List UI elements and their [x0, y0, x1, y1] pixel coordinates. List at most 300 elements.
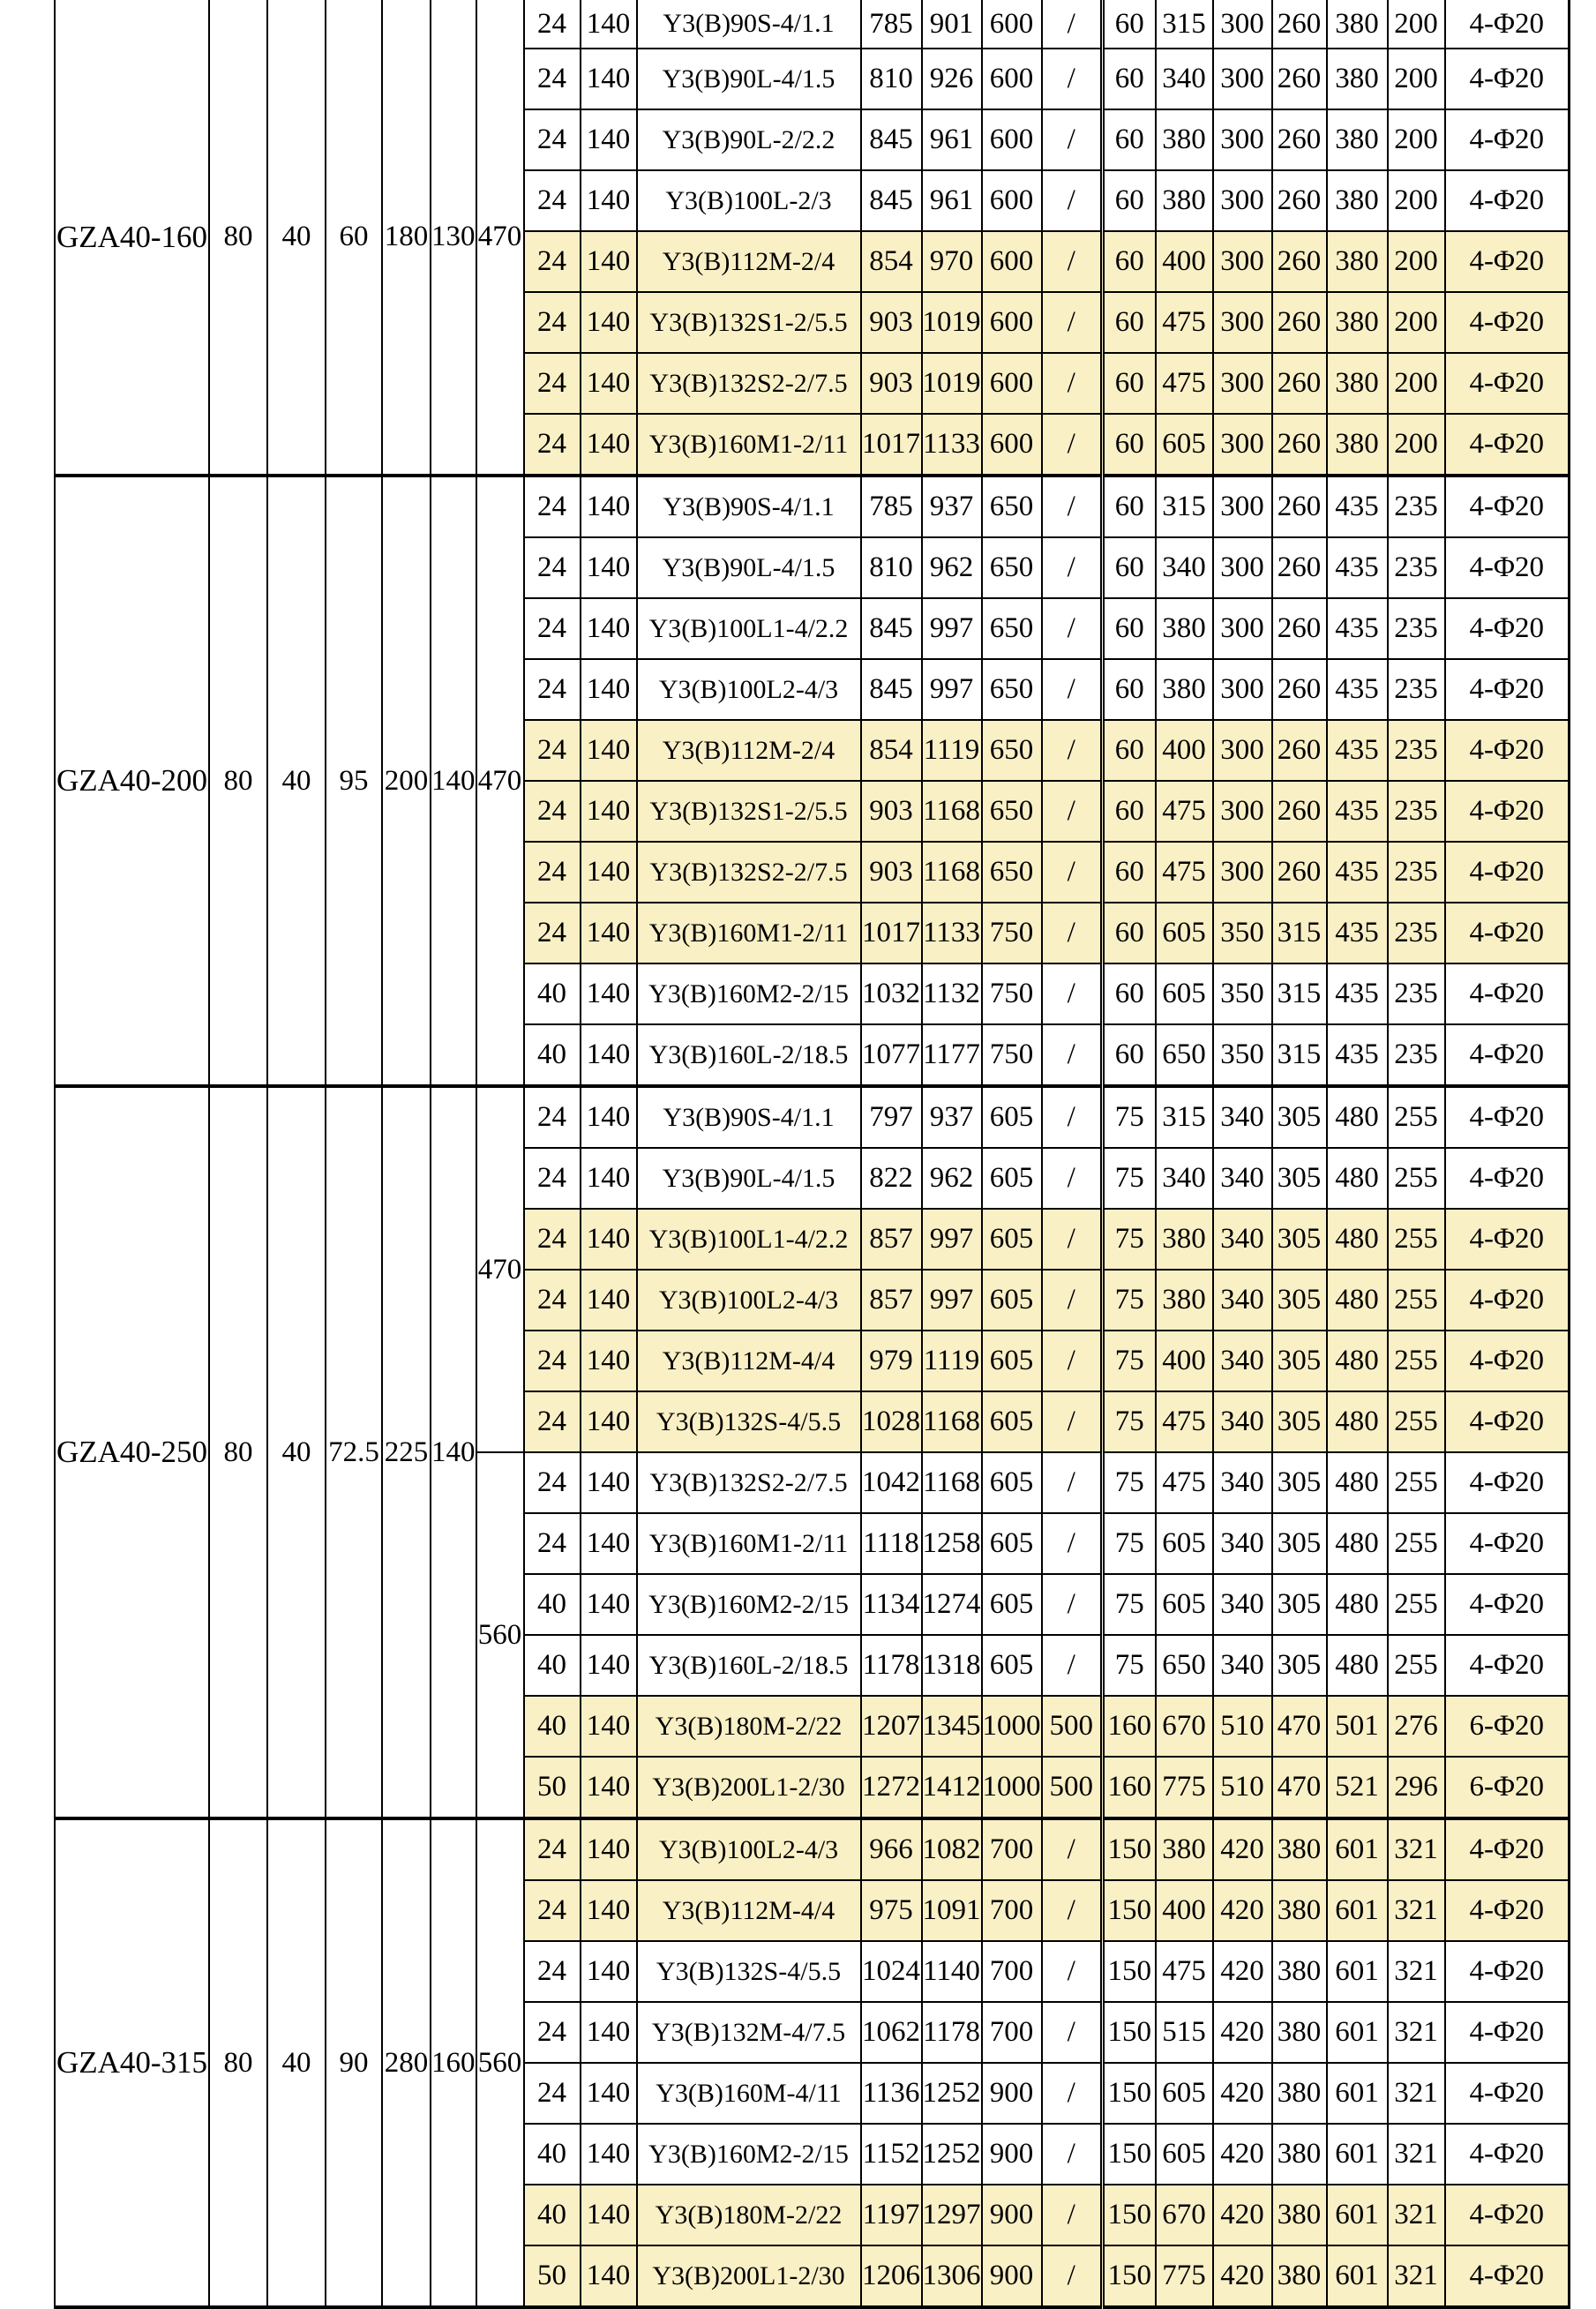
cell-value: 380 — [1272, 2063, 1327, 2124]
cell-series-dimension: 60 — [326, 0, 382, 476]
cell-value: / — [1042, 903, 1103, 963]
cell-motor-model: Y3(B)132S-4/5.5 — [637, 1391, 861, 1452]
cell-value: 1178 — [922, 2002, 982, 2063]
cell-speed: 560 — [476, 1452, 524, 1818]
cell-value: 605 — [1156, 2124, 1213, 2185]
cell-value: 1168 — [922, 1452, 982, 1513]
cell-value: 480 — [1327, 1391, 1388, 1452]
cell-value: 60 — [1103, 781, 1156, 842]
cell-value: 60 — [1103, 598, 1156, 659]
cell-value: 60 — [1103, 1024, 1156, 1086]
cell-value: 140 — [581, 170, 637, 231]
cell-value: 1168 — [922, 781, 982, 842]
cell-value: 1132 — [922, 963, 982, 1024]
cell-value: 24 — [524, 1513, 581, 1574]
cell-value: 700 — [982, 1818, 1042, 1880]
cell-value: 160 — [1103, 1757, 1156, 1818]
cell-value: 1028 — [861, 1391, 922, 1452]
cell-value: 1258 — [922, 1513, 982, 1574]
cell-value: / — [1042, 1086, 1103, 1148]
cell-value: 962 — [922, 537, 982, 598]
cell-value: / — [1042, 1391, 1103, 1452]
cell-value: 854 — [861, 720, 922, 781]
cell-value: 380 — [1272, 2245, 1327, 2307]
cell-value: 380 — [1327, 0, 1388, 49]
cell-value: 255 — [1388, 1574, 1445, 1635]
cell-value: 140 — [581, 2002, 637, 2063]
cell-value: 600 — [982, 292, 1042, 353]
cell-value: 480 — [1327, 1513, 1388, 1574]
cell-value: 140 — [581, 1209, 637, 1270]
cell-value: 937 — [922, 1086, 982, 1148]
cell-series-dimension: 40 — [267, 0, 326, 476]
cell-series-dimension: 140 — [431, 1086, 476, 1818]
cell-value: 300 — [1213, 781, 1272, 842]
cell-series-dimension: 95 — [326, 476, 382, 1086]
cell-value: 903 — [861, 353, 922, 414]
cell-value: 340 — [1213, 1391, 1272, 1452]
cell-value: 822 — [861, 1148, 922, 1209]
cell-value: 605 — [1156, 414, 1213, 476]
cell-value: 200 — [1388, 231, 1445, 292]
cell-value: 75 — [1103, 1452, 1156, 1513]
cell-value: 140 — [581, 842, 637, 903]
cell-value: 340 — [1213, 1635, 1272, 1696]
cell-value: 1082 — [922, 1818, 982, 1880]
cell-value: 4-Φ20 — [1445, 1818, 1570, 1880]
cell-value: 255 — [1388, 1513, 1445, 1574]
cell-value: / — [1042, 1209, 1103, 1270]
cell-value: 75 — [1103, 1270, 1156, 1331]
cell-value: 4-Φ20 — [1445, 2245, 1570, 2307]
cell-value: 845 — [861, 598, 922, 659]
cell-value: 340 — [1156, 1148, 1213, 1209]
cell-value: 140 — [581, 1024, 637, 1086]
cell-value: 150 — [1103, 1880, 1156, 1941]
cell-value: 40 — [524, 2124, 581, 2185]
cell-value: 979 — [861, 1331, 922, 1391]
cell-value: 140 — [581, 2245, 637, 2307]
cell-motor-model: Y3(B)132S2-2/7.5 — [637, 353, 861, 414]
cell-value: 1091 — [922, 1880, 982, 1941]
cell-value: 380 — [1327, 170, 1388, 231]
cell-value: 260 — [1272, 537, 1327, 598]
cell-motor-model: Y3(B)90L-4/1.5 — [637, 49, 861, 109]
cell-value: 750 — [982, 1024, 1042, 1086]
cell-value: 235 — [1388, 659, 1445, 720]
cell-value: 140 — [581, 1513, 637, 1574]
cell-motor-model: Y3(B)132M-4/7.5 — [637, 2002, 861, 2063]
cell-value: 24 — [524, 2063, 581, 2124]
cell-value: 750 — [982, 903, 1042, 963]
cell-value: 4-Φ20 — [1445, 1574, 1570, 1635]
cell-value: / — [1042, 1331, 1103, 1391]
cell-value: 4-Φ20 — [1445, 414, 1570, 476]
cell-value: 315 — [1272, 963, 1327, 1024]
cell-series-dimension: 80 — [209, 476, 267, 1086]
cell-value: 60 — [1103, 292, 1156, 353]
cell-value: 1133 — [922, 414, 982, 476]
cell-value: / — [1042, 1941, 1103, 2002]
cell-value: 321 — [1388, 1941, 1445, 2002]
cell-value: 510 — [1213, 1757, 1272, 1818]
cell-value: 997 — [922, 598, 982, 659]
cell-value: 857 — [861, 1270, 922, 1331]
cell-value: 380 — [1272, 1818, 1327, 1880]
cell-value: 670 — [1156, 2185, 1213, 2245]
cell-value: 75 — [1103, 1635, 1156, 1696]
cell-value: 1297 — [922, 2185, 982, 2245]
cell-value: 60 — [1103, 170, 1156, 231]
cell-value: 4-Φ20 — [1445, 1635, 1570, 1696]
cell-value: 903 — [861, 842, 922, 903]
cell-motor-model: Y3(B)100L1-4/2.2 — [637, 598, 861, 659]
cell-value: 4-Φ20 — [1445, 903, 1570, 963]
cell-motor-model: Y3(B)200L1-2/30 — [637, 1757, 861, 1818]
cell-value: 235 — [1388, 903, 1445, 963]
cell-value: 150 — [1103, 1818, 1156, 1880]
cell-value: 1017 — [861, 903, 922, 963]
cell-value: 255 — [1388, 1148, 1445, 1209]
cell-value: 845 — [861, 659, 922, 720]
cell-motor-model: Y3(B)100L2-4/3 — [637, 1818, 861, 1880]
cell-value: 4-Φ20 — [1445, 1331, 1570, 1391]
cell-value: 600 — [982, 109, 1042, 170]
cell-value: 340 — [1213, 1270, 1272, 1331]
cell-value: 1206 — [861, 2245, 922, 2307]
cell-value: 315 — [1272, 1024, 1327, 1086]
cell-value: 937 — [922, 476, 982, 537]
cell-value: 160 — [1103, 1696, 1156, 1757]
cell-value: / — [1042, 476, 1103, 537]
cell-value: 975 — [861, 1880, 922, 1941]
cell-value: 420 — [1213, 1941, 1272, 2002]
cell-value: 24 — [524, 659, 581, 720]
cell-value: 475 — [1156, 842, 1213, 903]
cell-value: 75 — [1103, 1574, 1156, 1635]
cell-series-dimension: 40 — [267, 476, 326, 1086]
cell-value: 140 — [581, 1086, 637, 1148]
cell-value: 150 — [1103, 2124, 1156, 2185]
cell-value: 380 — [1156, 1270, 1213, 1331]
cell-value: 140 — [581, 353, 637, 414]
cell-value: 305 — [1272, 1513, 1327, 1574]
cell-value: 797 — [861, 1086, 922, 1148]
cell-value: 255 — [1388, 1391, 1445, 1452]
cell-value: 350 — [1213, 903, 1272, 963]
cell-value: 4-Φ20 — [1445, 476, 1570, 537]
cell-series-model: GZA40-250 — [55, 1086, 209, 1818]
cell-value: 605 — [982, 1391, 1042, 1452]
cell-value: 260 — [1272, 49, 1327, 109]
cell-value: 810 — [861, 537, 922, 598]
cell-value: 255 — [1388, 1209, 1445, 1270]
cell-value: 340 — [1213, 1452, 1272, 1513]
cell-value: 300 — [1213, 0, 1272, 49]
cell-value: 926 — [922, 49, 982, 109]
table-row — [0, 1818, 1570, 1880]
cell-value: 140 — [581, 1574, 637, 1635]
cell-value: 235 — [1388, 476, 1445, 537]
cell-value: 140 — [581, 598, 637, 659]
cell-value: 775 — [1156, 2245, 1213, 2307]
cell-value: 24 — [524, 537, 581, 598]
cell-value: 260 — [1272, 781, 1327, 842]
cell-series-model: GZA40-315 — [55, 1818, 209, 2307]
cell-value: 600 — [982, 353, 1042, 414]
cell-value: 1042 — [861, 1452, 922, 1513]
cell-value: 140 — [581, 0, 637, 49]
cell-series-model: GZA40-200 — [55, 476, 209, 1086]
cell-value: 997 — [922, 1270, 982, 1331]
cell-value: 140 — [581, 781, 637, 842]
cell-value: / — [1042, 1270, 1103, 1331]
cell-value: / — [1042, 963, 1103, 1024]
cell-value: 900 — [982, 2063, 1042, 2124]
cell-value: 321 — [1388, 2245, 1445, 2307]
cell-value: 605 — [1156, 903, 1213, 963]
cell-motor-model: Y3(B)100L2-4/3 — [637, 659, 861, 720]
cell-value: / — [1042, 2002, 1103, 2063]
cell-value: 60 — [1103, 49, 1156, 109]
cell-value: 235 — [1388, 842, 1445, 903]
cell-value: 50 — [524, 2245, 581, 2307]
cell-value: 1168 — [922, 842, 982, 903]
cell-value: 150 — [1103, 2185, 1156, 2245]
cell-value: 235 — [1388, 720, 1445, 781]
cell-value: 785 — [861, 0, 922, 49]
cell-value: 305 — [1272, 1331, 1327, 1391]
cell-value: 962 — [922, 1148, 982, 1209]
cell-value: 380 — [1272, 2124, 1327, 2185]
cell-value: 380 — [1327, 292, 1388, 353]
cell-value: 140 — [581, 1818, 637, 1880]
cell-value: 150 — [1103, 1941, 1156, 2002]
cell-value: 480 — [1327, 1148, 1388, 1209]
cell-value: 900 — [982, 2124, 1042, 2185]
cell-value: 380 — [1272, 2002, 1327, 2063]
cell-value: 260 — [1272, 0, 1327, 49]
cell-value: 1168 — [922, 1391, 982, 1452]
cell-value: 601 — [1327, 2063, 1388, 2124]
cell-value: 785 — [861, 476, 922, 537]
cell-value: 605 — [982, 1086, 1042, 1148]
table-row — [0, 476, 1570, 537]
cell-value: 605 — [982, 1574, 1042, 1635]
cell-value: 380 — [1156, 170, 1213, 231]
cell-value: 60 — [1103, 414, 1156, 476]
cell-value: 775 — [1156, 1757, 1213, 1818]
cell-value: 1062 — [861, 2002, 922, 2063]
cell-value: 480 — [1327, 1270, 1388, 1331]
cell-value: 420 — [1213, 2063, 1272, 2124]
cell-value: 600 — [982, 414, 1042, 476]
cell-value: 1345 — [922, 1696, 982, 1757]
cell-value: 380 — [1327, 49, 1388, 109]
cell-value: 305 — [1272, 1574, 1327, 1635]
cell-value: 475 — [1156, 1391, 1213, 1452]
cell-value: 605 — [982, 1452, 1042, 1513]
cell-series-dimension: 80 — [209, 1086, 267, 1818]
cell-value: 4-Φ20 — [1445, 1880, 1570, 1941]
cell-value: 605 — [982, 1209, 1042, 1270]
cell-value: 260 — [1272, 292, 1327, 353]
cell-value: 4-Φ20 — [1445, 170, 1570, 231]
cell-motor-model: Y3(B)132S1-2/5.5 — [637, 292, 861, 353]
cell-value: 380 — [1327, 109, 1388, 170]
cell-value: 60 — [1103, 659, 1156, 720]
cell-value: 140 — [581, 476, 637, 537]
cell-value: 4-Φ20 — [1445, 659, 1570, 720]
cell-value: 605 — [1156, 1513, 1213, 1574]
cell-value: / — [1042, 1148, 1103, 1209]
cell-value: 4-Φ20 — [1445, 720, 1570, 781]
cell-value: 255 — [1388, 1331, 1445, 1391]
cell-value: 260 — [1272, 109, 1327, 170]
cell-speed: 470 — [476, 0, 524, 476]
cell-value: 480 — [1327, 1452, 1388, 1513]
cell-value: 6-Φ20 — [1445, 1757, 1570, 1818]
cell-series-dimension: 80 — [209, 1818, 267, 2307]
cell-value: 470 — [1272, 1757, 1327, 1818]
cell-motor-model: Y3(B)112M-2/4 — [637, 231, 861, 292]
cell-value: 140 — [581, 2063, 637, 2124]
cell-value: 24 — [524, 903, 581, 963]
cell-value: 380 — [1327, 353, 1388, 414]
cell-value: / — [1042, 2063, 1103, 2124]
cell-value: 1019 — [922, 353, 982, 414]
cell-value: / — [1042, 537, 1103, 598]
cell-value: 480 — [1327, 1574, 1388, 1635]
cell-value: 601 — [1327, 1818, 1388, 1880]
cell-value: 605 — [982, 1270, 1042, 1331]
cell-value: 260 — [1272, 720, 1327, 781]
cell-value: 480 — [1327, 1086, 1388, 1148]
cell-value: 200 — [1388, 109, 1445, 170]
cell-value: 60 — [1103, 0, 1156, 49]
cell-value: 4-Φ20 — [1445, 1209, 1570, 1270]
cell-motor-model: Y3(B)160M1-2/11 — [637, 903, 861, 963]
cell-value: 4-Φ20 — [1445, 781, 1570, 842]
cell-value: 60 — [1103, 109, 1156, 170]
cell-value: 4-Φ20 — [1445, 2185, 1570, 2245]
cell-value: 24 — [524, 1209, 581, 1270]
cell-value: 4-Φ20 — [1445, 2002, 1570, 2063]
cell-value: 24 — [524, 2002, 581, 2063]
cell-value: 140 — [581, 1331, 637, 1391]
cell-value: / — [1042, 1818, 1103, 1880]
cell-value: 24 — [524, 1818, 581, 1880]
cell-value: 650 — [1156, 1024, 1213, 1086]
cell-series-dimension: 180 — [382, 0, 431, 476]
cell-value: 140 — [581, 292, 637, 353]
cell-value: 140 — [581, 109, 637, 170]
cell-value: 4-Φ20 — [1445, 2124, 1570, 2185]
cell-value: / — [1042, 2124, 1103, 2185]
cell-value: 1178 — [861, 1635, 922, 1696]
cell-value: / — [1042, 1452, 1103, 1513]
cell-value: / — [1042, 292, 1103, 353]
cell-motor-model: Y3(B)132S1-2/5.5 — [637, 781, 861, 842]
cell-value: 75 — [1103, 1209, 1156, 1270]
cell-value: 1024 — [861, 1941, 922, 2002]
cell-value: 140 — [581, 1757, 637, 1818]
cell-value: 400 — [1156, 231, 1213, 292]
cell-value: 475 — [1156, 353, 1213, 414]
cell-value: 380 — [1156, 1818, 1213, 1880]
cell-value: 200 — [1388, 170, 1445, 231]
cell-value: 255 — [1388, 1635, 1445, 1696]
cell-value: / — [1042, 1574, 1103, 1635]
cell-value: 75 — [1103, 1331, 1156, 1391]
cell-value: 420 — [1213, 2185, 1272, 2245]
cell-value: 40 — [524, 1696, 581, 1757]
cell-motor-model: Y3(B)180M-2/22 — [637, 1696, 861, 1757]
cell-value: / — [1042, 1880, 1103, 1941]
cell-value: 140 — [581, 537, 637, 598]
cell-value: 235 — [1388, 1024, 1445, 1086]
cell-value: 305 — [1272, 1270, 1327, 1331]
cell-value: 380 — [1272, 1941, 1327, 2002]
cell-value: 1207 — [861, 1696, 922, 1757]
cell-value: 140 — [581, 2124, 637, 2185]
cell-value: 435 — [1327, 659, 1388, 720]
cell-value: 650 — [1156, 1635, 1213, 1696]
cell-value: 315 — [1156, 476, 1213, 537]
cell-motor-model: Y3(B)100L1-4/2.2 — [637, 1209, 861, 1270]
cell-motor-model: Y3(B)90S-4/1.1 — [637, 476, 861, 537]
cell-value: 600 — [982, 170, 1042, 231]
cell-value: 50 — [524, 1757, 581, 1818]
cell-value: 315 — [1156, 1086, 1213, 1148]
cell-value: 255 — [1388, 1270, 1445, 1331]
cell-value: 340 — [1156, 49, 1213, 109]
cell-value: 321 — [1388, 2063, 1445, 2124]
cell-value: 435 — [1327, 781, 1388, 842]
cell-value: 255 — [1388, 1452, 1445, 1513]
cell-value: 1000 — [982, 1757, 1042, 1818]
cell-value: 305 — [1272, 1635, 1327, 1696]
cell-value: 75 — [1103, 1391, 1156, 1452]
cell-value: 600 — [982, 231, 1042, 292]
cell-value: 235 — [1388, 598, 1445, 659]
cell-value: 4-Φ20 — [1445, 1270, 1570, 1331]
cell-value: 40 — [524, 1574, 581, 1635]
cell-value: 60 — [1103, 720, 1156, 781]
cell-value: 150 — [1103, 2002, 1156, 2063]
cell-value: 601 — [1327, 2124, 1388, 2185]
cell-value: 4-Φ20 — [1445, 537, 1570, 598]
cell-value: 1032 — [861, 963, 922, 1024]
cell-value: 650 — [982, 659, 1042, 720]
cell-value: 260 — [1272, 598, 1327, 659]
cell-value: 150 — [1103, 2063, 1156, 2124]
cell-value: 4-Φ20 — [1445, 1513, 1570, 1574]
cell-value: 40 — [524, 2185, 581, 2245]
cell-value: 4-Φ20 — [1445, 1452, 1570, 1513]
cell-value: / — [1042, 720, 1103, 781]
cell-value: 605 — [1156, 1574, 1213, 1635]
cell-value: 650 — [982, 537, 1042, 598]
cell-series-model: GZA40-160 — [55, 0, 209, 476]
cell-value: 420 — [1213, 1880, 1272, 1941]
cell-motor-model: Y3(B)100L-2/3 — [637, 170, 861, 231]
cell-value: 420 — [1213, 1818, 1272, 1880]
cell-value: 480 — [1327, 1331, 1388, 1391]
cell-value: 300 — [1213, 292, 1272, 353]
cell-value: 60 — [1103, 963, 1156, 1024]
cell-series-dimension: 40 — [267, 1086, 326, 1818]
